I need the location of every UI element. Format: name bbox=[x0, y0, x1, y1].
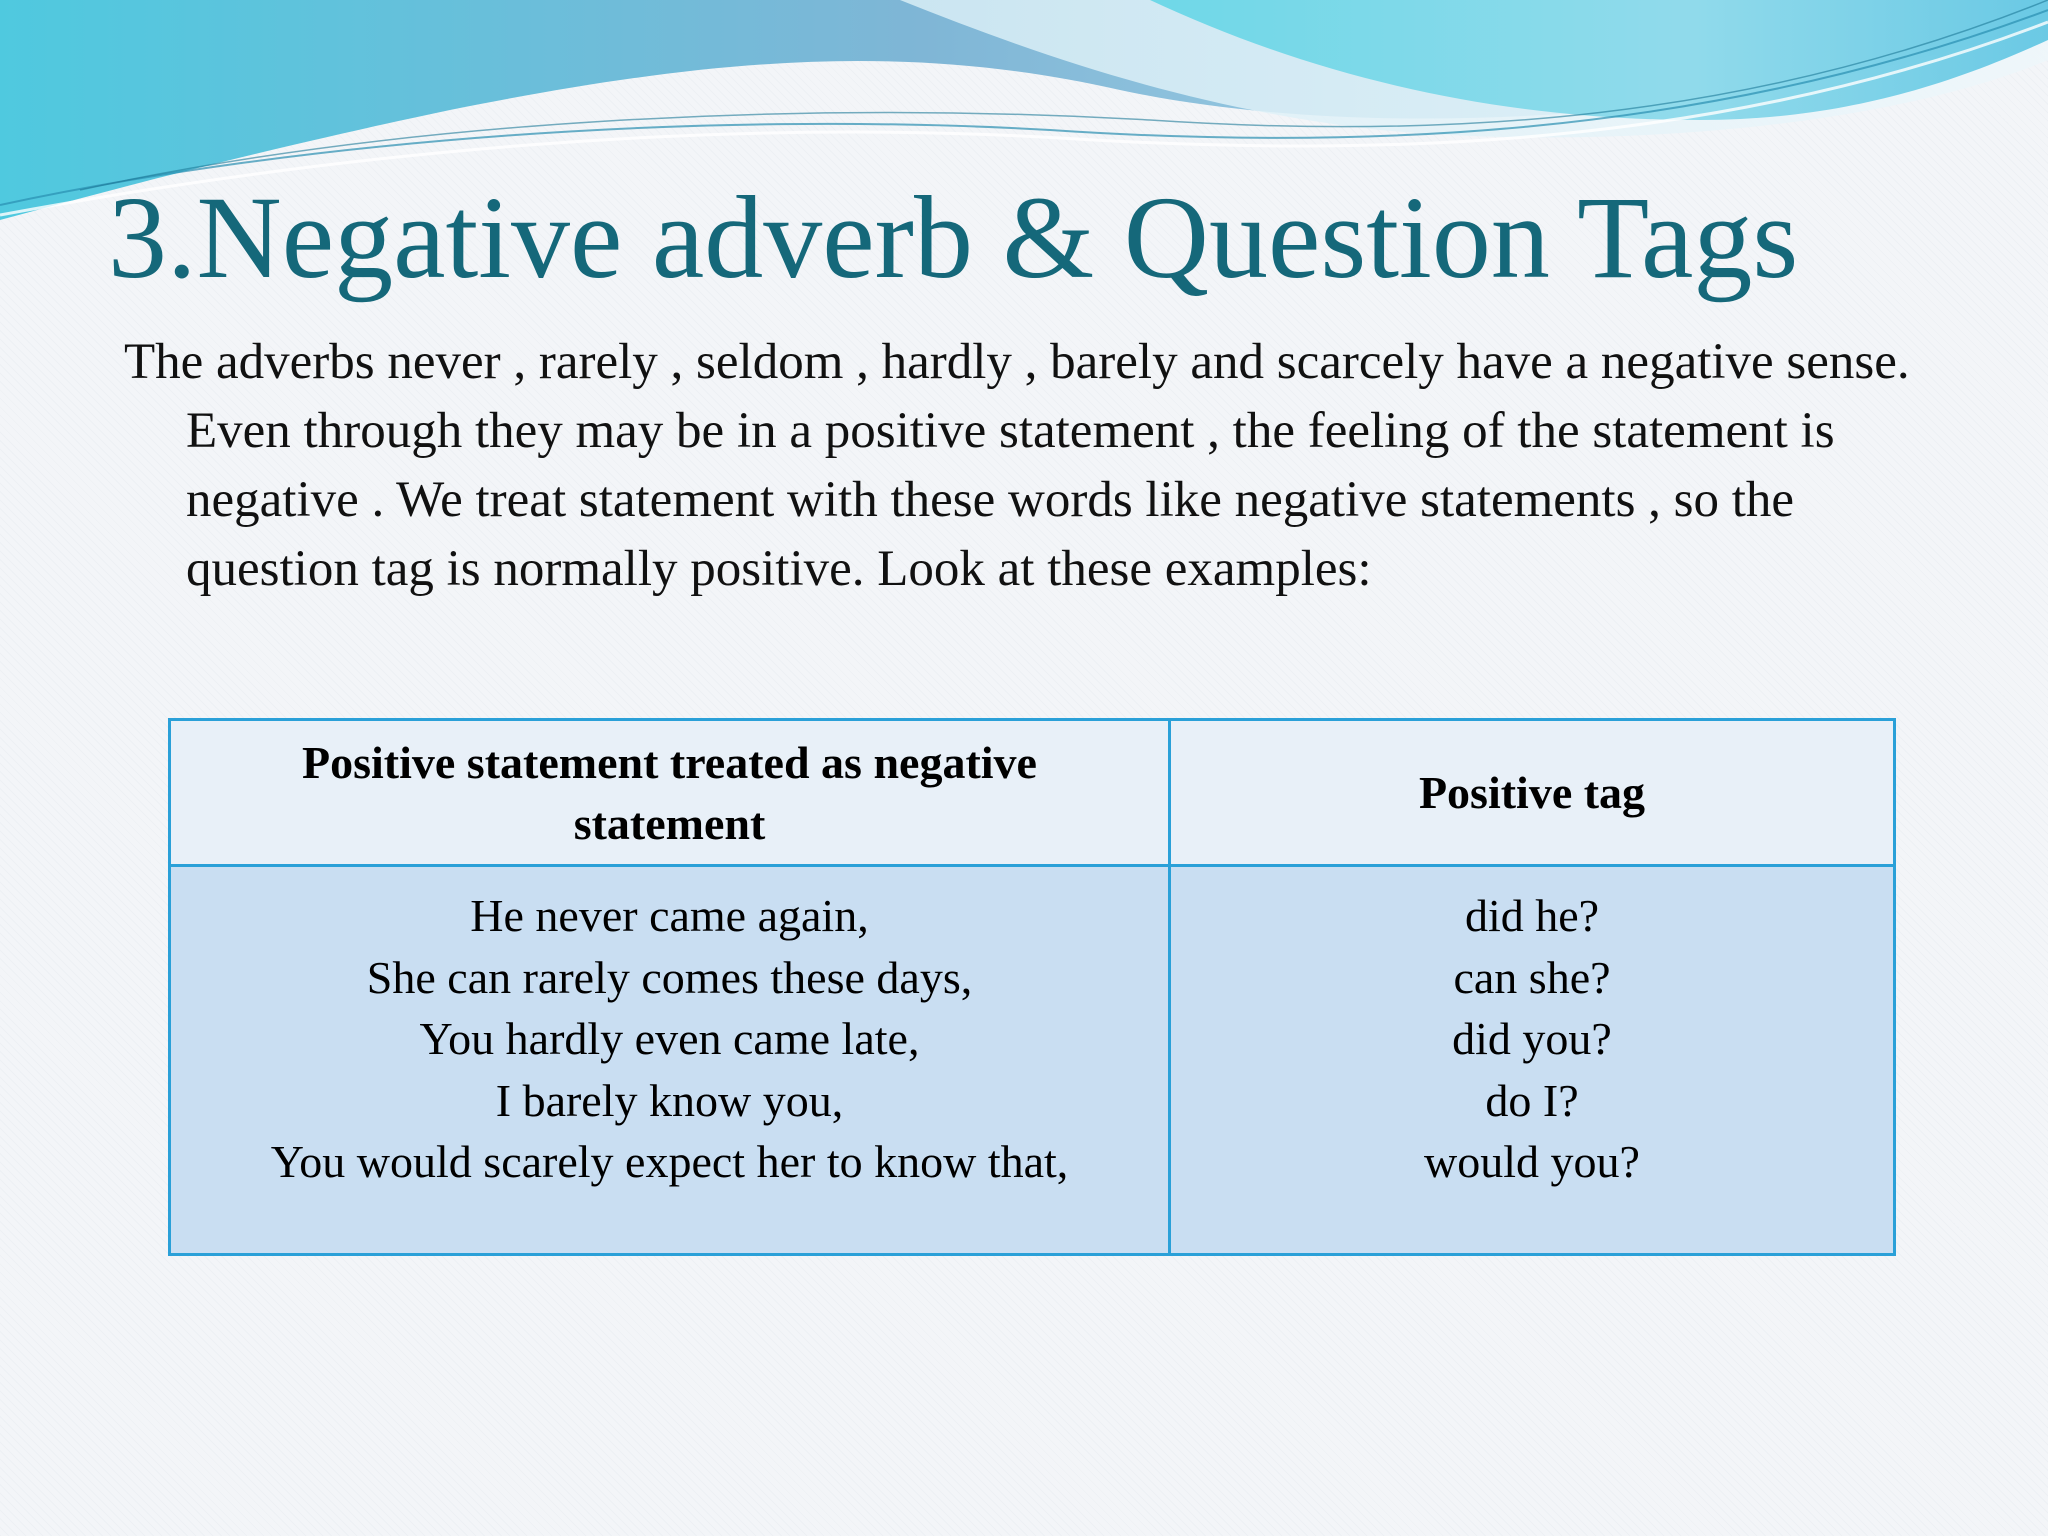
slide-title: 3.Negative adverb & Question Tags bbox=[108, 172, 1799, 303]
body-paragraph: The adverbs never , rarely , seldom , hardly , barely and scarcely have a negative sense. Even through they may be in a positive statement , the feeling of the statement is negative . We treat statement with these words like negative statements , so the question tag is normally positive. Look at these examples: bbox=[124, 334, 1910, 597]
statement-line: She can rarely comes these days, bbox=[366, 951, 973, 1003]
header-tag: Positive tag bbox=[1170, 720, 1895, 866]
statements-cell bbox=[170, 866, 1170, 1255]
statement-line: You would scarely expect her to know that, bbox=[270, 1136, 1069, 1187]
tag-line: would you? bbox=[1424, 1136, 1640, 1187]
tag-line: did you? bbox=[1452, 1013, 1612, 1064]
examples-table bbox=[168, 718, 1896, 1256]
tag-line: did he? bbox=[1464, 890, 1600, 941]
table-row bbox=[170, 866, 1895, 1255]
table-header-row bbox=[170, 720, 1895, 866]
statement-line: He never came again, bbox=[470, 890, 869, 941]
statement-line: You hardly even came late, bbox=[419, 1013, 920, 1064]
examples-table-container bbox=[168, 718, 1896, 1256]
header-statement: Positive statement treated as negative statement bbox=[170, 720, 1170, 866]
tags-cell bbox=[1170, 866, 1895, 1255]
tag-line: do I? bbox=[1485, 1074, 1579, 1126]
tag-line: can she? bbox=[1453, 951, 1611, 1003]
statement-line: I barely know you, bbox=[495, 1074, 844, 1126]
